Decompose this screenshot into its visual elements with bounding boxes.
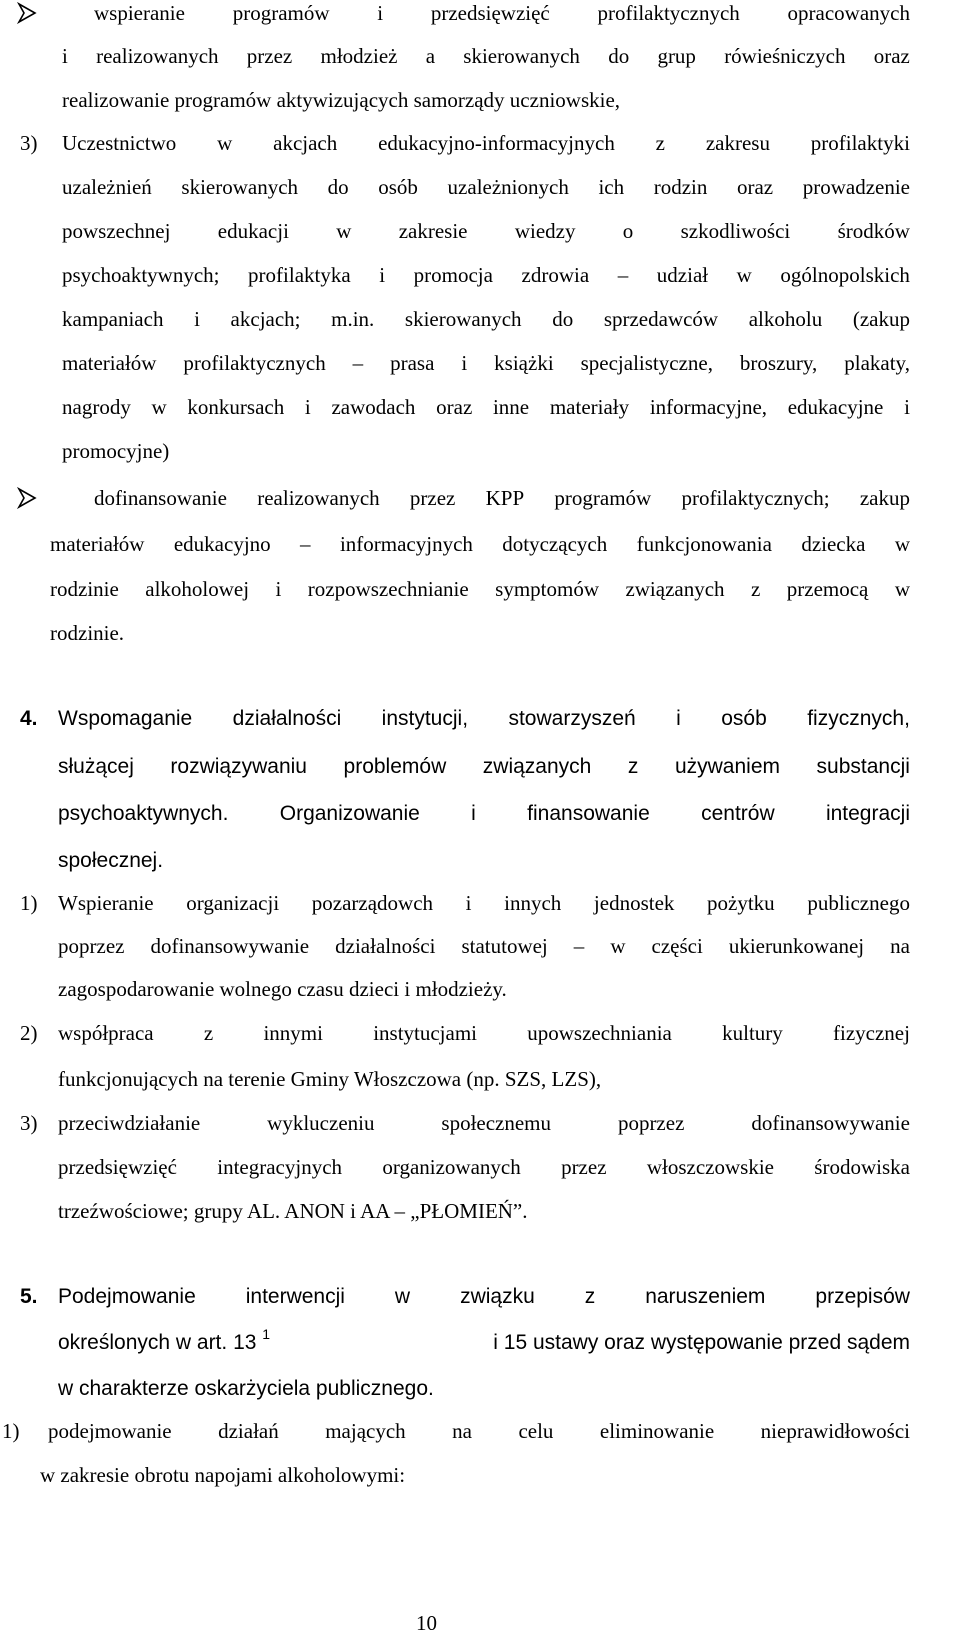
section5-heading-line-2-b: i 15 ustawy oraz występowanie przed sądem [493,1331,910,1354]
section4-item3-line-3: trzeźwościowe; grupy AL. ANON i AA – „PŁOMIEŃ”. [58,1199,528,1223]
section4-item2-line-2: funkcjonujących na terenie Gminy Włoszczowa (np. SZS, LZS), [58,1067,602,1091]
bullet2-line-2: materiałów edukacyjno – informacyjnych dotyczących funkcjonowania dziecka w [50,532,910,556]
item3-line-1: Uczestnictwo w akcjach edukacyjno-informacyjnych z zakresu profilaktyki [62,131,910,155]
section5-superscript: 1 [262,1326,271,1342]
section4-item1-line-3: zagospodarowanie wolnego czasu dzieci i młodzieży. [58,977,507,1001]
bullet2-line-4: rodzinie. [50,621,125,645]
section4-item2-line-1: współpraca z innymi instytucjami upowszechniania kultury fizycznej [58,1021,910,1045]
section4-item1-line-1: Wspieranie organizacji pozarządowch i innych jednostek pożytku publicznego [58,891,910,915]
item3-line-8: promocyjne) [62,439,170,463]
section5-heading-line-1: Podejmowanie interwencji w związku z naruszeniem przepisów [58,1285,910,1308]
item3-line-4: psychoaktywnych; profilaktyka i promocja zdrowia – udział w ogólnopolskich [62,263,910,287]
item3-line-7: nagrody w konkursach i zawodach oraz inne materiały informacyjne, edukacyjne i [62,395,910,419]
bullet1-line-1: wspieranie programów i przedsięwzięć profilaktycznych opracowanych [94,1,910,25]
item3-line-5: kampaniach i akcjach; m.in. skierowanych do sprzedawców alkoholu (zakup [62,307,910,331]
section4-heading-line-1: Wspomaganie działalności instytucji, stowarzyszeń i osób fizycznych, [58,707,910,730]
section4-heading-line-3: psychoaktywnych. Organizowanie i finansowanie centrów integracji [58,802,910,825]
section4-number: 4. [20,707,38,730]
bullet1-line-2: i realizowanych przez młodzież a skierowanych do grup rówieśniczych oraz [62,44,910,68]
section4-item2-number: 2) [20,1021,38,1045]
page-number: 10 [416,1611,437,1635]
section5-item1-line-1: podejmowanie działań mających na celu eliminowanie nieprawidłowości [48,1419,910,1443]
arrow-bullet-icon [16,487,38,509]
bullet1-line-3: realizowanie programów aktywizujących samorządy uczniowskie, [62,88,621,112]
section5-item1-line-2: w zakresie obrotu napojami alkoholowymi: [40,1463,406,1487]
item3-line-3: powszechnej edukacji w zakresie wiedzy o szkodliwości środków [62,219,910,243]
section4-item1-number: 1) [20,891,38,915]
section5-heading-line-2-a: określonych w art. 13 [58,1331,257,1354]
bullet2-line-3: rodzinie alkoholowej i rozpowszechnianie symptomów związanych z przemocą w [50,577,910,601]
item3-line-6: materiałów profilaktycznych – prasa i książki specjalistyczne, broszury, plakaty, [62,351,910,375]
section4-item3-line-1: przeciwdziałanie wykluczeniu społecznemu poprzez dofinansowywanie [58,1111,910,1135]
bullet2-line-1: dofinansowanie realizowanych przez KPP programów profilaktycznych; zakup [94,486,910,510]
section4-item3-line-2: przedsięwzięć integracyjnych organizowanych przez włoszczowskie środowiska [58,1155,910,1179]
section4-heading-line-2: służącej rozwiązywaniu problemów związanych z używaniem substancji [58,755,910,778]
section4-item1-line-2: poprzez dofinansowywanie działalności statutowej – w części ukierunkowanej na [58,934,910,958]
section5-number: 5. [20,1285,38,1308]
section4-heading-line-4: społecznej. [58,849,164,872]
item3-line-2: uzależnień skierowanych do osób uzależnionych ich rodzin oraz prowadzenie [62,175,910,199]
section5-heading-line-3: w charakterze oskarżyciela publicznego. [58,1377,434,1400]
arrow-bullet-icon [16,2,38,24]
item3-number: 3) [20,131,38,155]
section4-item3-number: 3) [20,1111,38,1135]
section5-item1-number: 1) [2,1419,20,1443]
section5-heading-line-2 [58,1326,910,1357]
